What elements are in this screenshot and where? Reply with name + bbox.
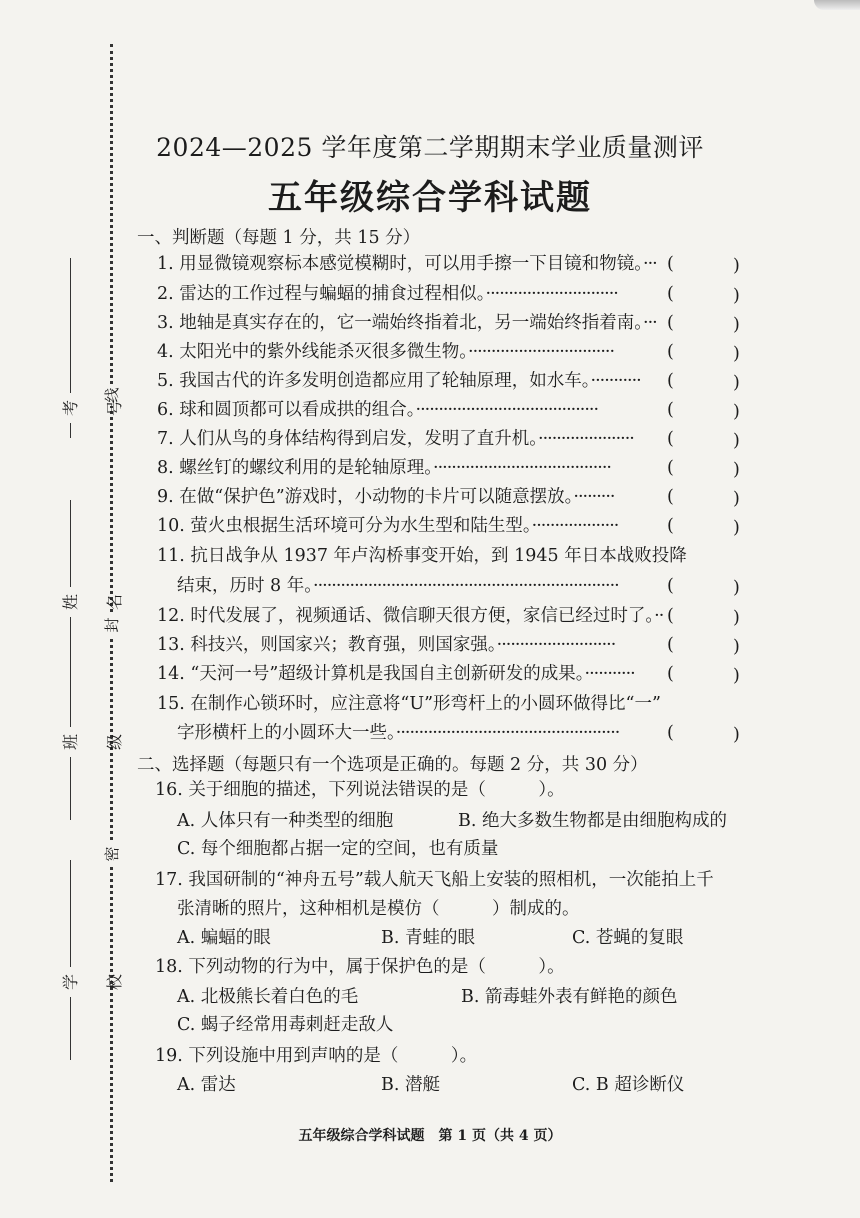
question-text: 13. 科技兴，则国家兴；教育强，则国家强。 (157, 635, 497, 655)
answer-blank-close: ) (733, 725, 740, 745)
answer-blank-close: ) (733, 373, 740, 393)
leader-dots: ········································ (415, 400, 599, 420)
scan-corner-mark (814, 0, 860, 10)
true-false-question (157, 370, 641, 392)
question-17-line2: 张清晰的照片，这种相机是模仿（ ）制成的。 (177, 899, 580, 919)
leader-dots: ··········· (590, 371, 641, 391)
true-false-question (157, 693, 661, 715)
answer-blank-open[interactable]: ( (667, 254, 674, 274)
leader-dots: ····················· (538, 429, 634, 449)
answer-blank-open[interactable]: ( (667, 342, 674, 362)
question-text: 14. “天河一号”超级计算机是我国自主创新研发的成果。 (157, 664, 585, 684)
option[interactable]: A. 北极熊长着白色的毛 (177, 987, 359, 1007)
leader-dots: ··· (643, 313, 657, 333)
question-text: 10. 萤火虫根据生活环境可分为水生型和陆生型。 (157, 516, 532, 536)
option[interactable]: A. 蝙蝠的眼 (177, 928, 271, 948)
answer-blank-close: ) (733, 402, 740, 422)
leader-dots: ··········· (584, 664, 635, 684)
leader-dots: ·························· (496, 635, 616, 655)
leader-dots: ··················· (531, 516, 619, 536)
answer-blank-close: ) (733, 256, 740, 276)
field-label: 考号 (49, 393, 93, 423)
true-false-question (157, 399, 598, 421)
field-label: 姓名 (49, 587, 93, 617)
answer-blank-open[interactable]: ( (667, 606, 674, 626)
answer-blank-open[interactable]: ( (667, 635, 674, 655)
field-class[interactable] (56, 640, 124, 820)
true-false-question (157, 515, 618, 537)
option[interactable]: B. 潜艇 (381, 1075, 440, 1095)
field-label: 班级 (49, 727, 93, 757)
question-text: 2. 雷达的工作过程与蝙蝠的捕食过程相似。 (157, 284, 486, 304)
exam-subtitle: 五年级综合学科试题 (268, 178, 592, 218)
field-exam-number[interactable] (56, 258, 124, 438)
true-false-question (157, 253, 657, 275)
option[interactable]: C. 蝎子经常用毒刺赶走敌人 (177, 1015, 394, 1035)
answer-blank-close: ) (733, 608, 740, 628)
question-text: 4. 太阳光中的紫外线能杀灭很多微生物。 (157, 342, 469, 362)
true-false-question (157, 312, 657, 334)
question-19: 19. 下列设施中用到声呐的是（ ）。 (155, 1046, 478, 1066)
option[interactable]: C. 苍蝇的复眼 (572, 928, 684, 948)
question-18: 18. 下列动物的行为中，属于保护色的是（ ）。 (155, 957, 565, 977)
question-text: 8. 螺丝钉的螺纹利用的是轮轴原理。 (157, 458, 434, 478)
leader-dots: ······································· (433, 458, 611, 478)
field-line (70, 860, 71, 1060)
binding-word-mi: 密 (101, 843, 123, 865)
answer-blank-open[interactable]: ( (667, 400, 674, 420)
question-text: 12. 时代发展了，视频通话、微信聊天很方便，家信已经过时了。 (157, 606, 655, 626)
true-false-question (157, 457, 611, 479)
question-text: 6. 球和圆顶都可以看成拱的组合。 (157, 400, 416, 420)
answer-blank-close: ) (733, 666, 740, 686)
question-text: 9. 在做“保护色”游戏时，小动物的卡片可以随意摆放。 (157, 487, 574, 507)
true-false-question (177, 575, 619, 597)
question-text: 结束，历时 8 年。 (177, 576, 314, 596)
true-false-question (157, 545, 687, 567)
answer-blank-open[interactable]: ( (667, 723, 674, 743)
question-text: 1. 用显微镜观察标本感觉模糊时，可以用手擦一下目镜和物镜。 (157, 254, 644, 274)
answer-blank-close: ) (733, 344, 740, 364)
exam-title: 2024—2025 学年度第二学期期末学业质量测评 (156, 133, 704, 162)
question-text: 7. 人们从鸟的身体结构得到启发，发明了直升机。 (157, 429, 539, 449)
answer-blank-close: ) (733, 518, 740, 538)
true-false-question (157, 341, 614, 363)
question-text: 11. 抗日战争从 1937 年卢沟桥事变开始，到 1945 年日本战败投降 (157, 546, 687, 566)
answer-blank-open[interactable]: ( (667, 284, 674, 304)
question-text: 15. 在制作心锁环时，应注意将“U”形弯杆上的小圆环做得比“一” (157, 694, 661, 714)
answer-blank-open[interactable]: ( (667, 429, 674, 449)
answer-blank-close: ) (733, 489, 740, 509)
true-false-question (157, 428, 634, 450)
answer-blank-close: ) (733, 578, 740, 598)
option[interactable]: A. 人体只有一种类型的细胞 (177, 811, 394, 831)
leader-dots: ········· (573, 487, 615, 507)
true-false-question (157, 605, 663, 627)
answer-blank-open[interactable]: ( (667, 516, 674, 536)
option[interactable]: C. 每个细胞都占据一定的空间，也有质量 (177, 839, 499, 859)
true-false-question (157, 283, 618, 305)
page-footer: 五年级综合学科试题 第 1 页（共 4 页） (298, 1128, 562, 1144)
answer-blank-open[interactable]: ( (667, 664, 674, 684)
answer-blank-open[interactable]: ( (667, 313, 674, 333)
binding-word-xian: 线 (101, 384, 123, 406)
leader-dots: ····························· (485, 284, 618, 304)
question-text: 字形横杆上的小圆环大一些。 (177, 723, 396, 743)
true-false-question (157, 486, 614, 508)
answer-blank-close: ) (733, 637, 740, 657)
answer-blank-close: ) (733, 286, 740, 306)
option[interactable]: B. 青蛙的眼 (381, 928, 475, 948)
option[interactable]: A. 雷达 (177, 1075, 236, 1095)
field-school[interactable] (56, 860, 124, 1060)
question-17: 17. 我国研制的“神舟五号”载人航天飞船上安装的照相机，一次能拍上千 (155, 870, 714, 890)
answer-blank-close: ) (733, 460, 740, 480)
leader-dots: ·· (654, 606, 664, 626)
section-heading-true-false: 一、判断题（每题 1 分，共 15 分） (137, 228, 421, 248)
answer-blank-open[interactable]: ( (667, 371, 674, 391)
answer-blank-open[interactable]: ( (667, 458, 674, 478)
field-label: 学校 (49, 967, 93, 997)
question-16: 16. 关于细胞的描述，下列说法错误的是（ ）。 (155, 780, 565, 800)
leader-dots: ································ (468, 342, 615, 362)
section-heading-choice: 二、选择题（每题只有一个选项是正确的。每题 2 分，共 30 分） (137, 755, 648, 775)
answer-blank-close: ) (733, 315, 740, 335)
answer-blank-close: ) (733, 431, 740, 451)
option[interactable]: B. 绝大多数生物都是由细胞构成的 (458, 811, 727, 831)
binding-word-feng: 封 (101, 614, 123, 636)
question-text: 3. 地轴是真实存在的，它一端始终指着北，另一端始终指着南。 (157, 313, 644, 333)
answer-blank-open[interactable]: ( (667, 487, 674, 507)
leader-dots: ··· (643, 254, 657, 274)
true-false-question (157, 634, 615, 656)
option[interactable]: C. B 超诊断仪 (572, 1075, 685, 1095)
question-text: 5. 我国古代的许多发明创造都应用了轮轴原理，如水车。 (157, 371, 591, 391)
leader-dots: ················································· (395, 723, 620, 743)
leader-dots: ··································································· (313, 576, 619, 596)
answer-blank-open[interactable]: ( (667, 576, 674, 596)
true-false-question (157, 663, 635, 685)
option[interactable]: B. 箭毒蛙外表有鲜艳的颜色 (461, 987, 678, 1007)
true-false-question (177, 722, 619, 744)
